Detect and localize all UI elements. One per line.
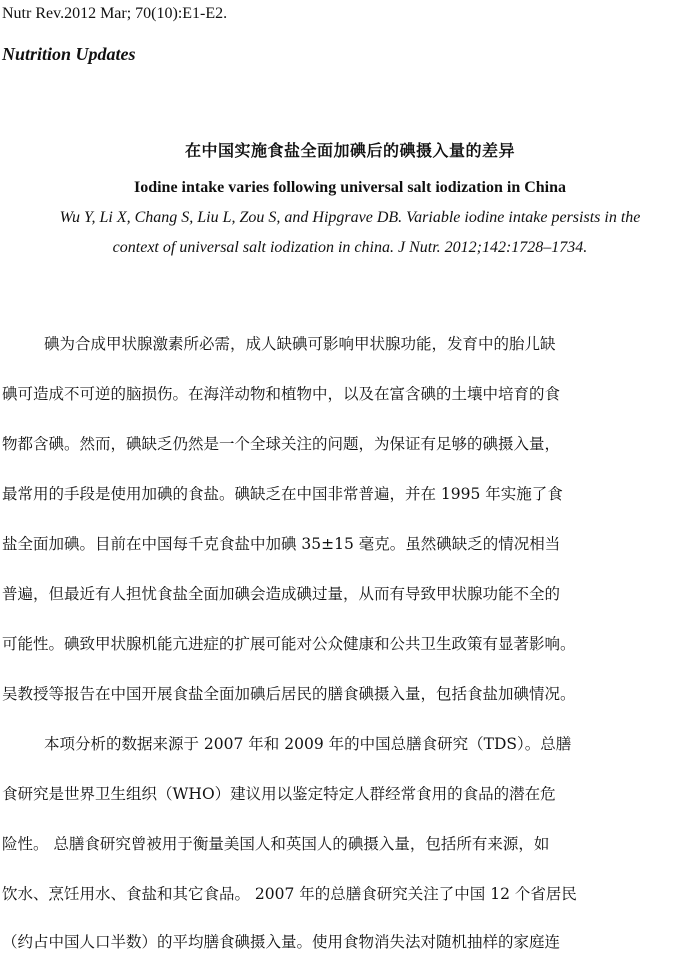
body-line: 普遍，但最近有人担忧食盐全面加碘会造成碘过量，从而有导致甲状腺功能不全的 bbox=[2, 585, 561, 603]
reference-line: context of universal salt iodization in china. J Nutr. 2012;142:1728–1734. bbox=[112, 239, 588, 256]
body-line: 食研究是世界卫生组织（WHO）建议用以鉴定特定人群经常食用的食品的潜在危 bbox=[2, 785, 556, 803]
reference-line: Wu Y, Li X, Chang S, Liu L, Zou S, and Hipgrave DB. Variable iodine intake persists in the bbox=[59, 209, 641, 226]
body-line: 险性。 总膳食研究曾被用于衡量美国人和英国人的碘摄入量，包括所有来源，如 bbox=[2, 835, 550, 853]
body-line: 本项分析的数据来源于 2007 年和 2009 年的中国总膳食研究（TDS）。总膳 bbox=[44, 735, 572, 753]
article-title-english: Iodine intake varies following universal salt iodization in China bbox=[133, 179, 567, 196]
body-line: 碘为合成甲状腺激素所必需，成人缺碘可影响甲状腺功能，发育中的胎儿缺 bbox=[44, 335, 556, 353]
body-line: （约占中国人口半数）的平均膳食碘摄入量。使用食物消失法对随机抽样的家庭连 bbox=[2, 933, 561, 951]
body-line: 最常用的手段是使用加碘的食盐。碘缺乏在中国非常普遍，并在 1995 年实施了食 bbox=[2, 485, 563, 503]
body-line: 吴教授等报告在中国开展食盐全面加碘后居民的膳食碘摄入量，包括食盐加碘情况。 bbox=[2, 685, 576, 703]
journal-citation: Nutr Rev.2012 Mar; 70(10):E1-E2. bbox=[2, 5, 228, 22]
section-label: Nutrition Updates bbox=[2, 44, 136, 64]
body-line: 可能性。碘致甲状腺机能亢进症的扩展可能对公众健康和公共卫生政策有显著影响。 bbox=[2, 635, 576, 653]
body-line: 物都含碘。然而，碘缺乏仍然是一个全球关注的问题，为保证有足够的碘摄入量， bbox=[2, 435, 561, 453]
article-title-chinese: 在中国实施食盐全面加碘后的碘摄入量的差异 bbox=[184, 141, 515, 160]
body-line: 盐全面加碘。目前在中国每千克食盐中加碘 35±15 毫克。虽然碘缺乏的情况相当 bbox=[2, 535, 561, 553]
body-line: 饮水、烹饪用水、食盐和其它食品。 2007 年的总膳食研究关注了中国 12 个省居民 bbox=[2, 885, 577, 903]
body-line: 碘可造成不可逆的脑损伤。在海洋动物和植物中，以及在富含碘的土壤中培育的食 bbox=[2, 385, 561, 403]
